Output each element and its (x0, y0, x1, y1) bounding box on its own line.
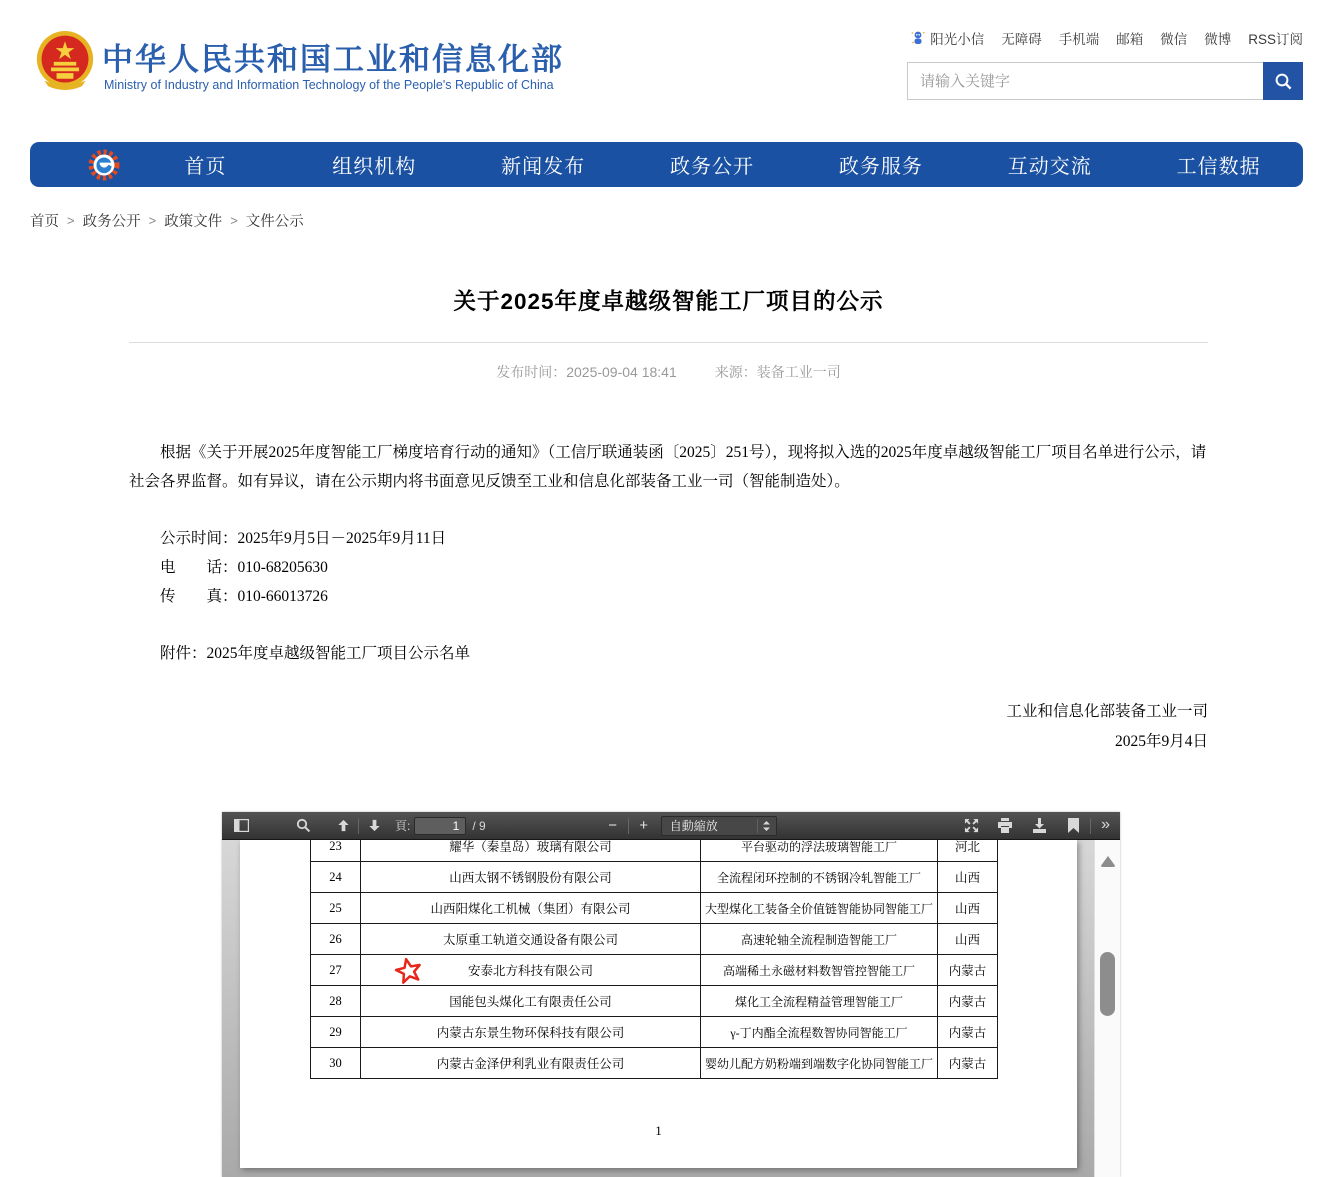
publicity-period: 公示时间：2025年9月5日－2025年9月11日 (160, 530, 447, 547)
page-number-input[interactable] (414, 817, 466, 835)
search-button[interactable] (1263, 62, 1303, 100)
zoom-in-button[interactable]: + (639, 817, 649, 834)
table-row: 28 国能包头煤化工有限责任公司 煤化工全流程精益管理智能工厂 内蒙古 (311, 986, 998, 1017)
quick-link-accessibility[interactable]: 无障碍 (1001, 32, 1042, 47)
robot-icon (910, 30, 926, 46)
article (129, 284, 1208, 757)
fullscreen-icon (964, 818, 979, 833)
sidebar-toggle-button[interactable] (230, 815, 252, 837)
pdf-page (240, 840, 1077, 1168)
source-label: 来源： (714, 364, 757, 380)
pdf-body (222, 840, 1120, 1177)
nav-item-gov-disclosure[interactable]: 政务公开 (670, 156, 754, 178)
search-icon (1274, 72, 1293, 91)
page-title: 关于2025年度卓越级智能工厂项目的公示 (453, 289, 884, 314)
pdf-viewer (222, 812, 1120, 1177)
quick-links (910, 28, 1303, 48)
signature-department: 工业和信息化部装备工业一司 (1006, 703, 1208, 720)
pdf-scrollbar[interactable] (1094, 840, 1120, 1177)
table-row: 26 太原重工轨道交通设备有限公司 高速轮轴全流程制造智能工厂 山西 (311, 924, 998, 955)
pdf-page-number: 1 (655, 1123, 662, 1138)
select-arrows-icon (762, 820, 771, 832)
quick-link-wechat[interactable]: 微信 (1160, 32, 1188, 47)
nav-item-miit-data[interactable]: 工信数据 (1176, 156, 1261, 178)
bookmark-icon (1068, 818, 1079, 833)
quick-link-rss[interactable]: RSS订阅 (1248, 32, 1303, 47)
phone-line: 电 话：010-68205630 (160, 559, 328, 576)
table-row: 23 耀华（秦皇岛）玻璃有限公司 平台驱动的浮法玻璃智能工厂 河北 (311, 840, 998, 862)
toolbar-more-button[interactable]: » (1101, 815, 1110, 833)
nav-item-organization[interactable]: 组织机构 (332, 156, 417, 178)
miit-gear-logo-icon (87, 148, 121, 182)
body-paragraph: 根据《关于开展2025年度智能工厂梯度培育行动的通知》（工信厅联通装函〔2025〕251号），现将拟入选的2025年度卓越级智能工厂项目名单进行公示，请社会各界监督。如有异议，请在公示期内将书面意见反馈至工业和信息化部装备工业一司（智能制造处）。 (129, 444, 1207, 490)
download-icon (1032, 818, 1047, 833)
publicity-table (310, 840, 998, 1079)
site-subtitle: Ministry of Industry and Information Technology of the People's Republic of China (104, 78, 554, 92)
signature-block (129, 697, 1208, 757)
table-row: 24 山西太钢不锈钢股份有限公司 全流程闭环控制的不锈钢冷轧智能工厂 山西 (311, 862, 998, 893)
article-body (129, 438, 1208, 757)
source: 装备工业一司 (756, 364, 841, 380)
scrollbar-thumb[interactable] (1100, 952, 1115, 1016)
previous-page-button[interactable] (332, 815, 354, 837)
printer-icon (997, 818, 1013, 833)
main-nav (30, 142, 1303, 187)
search-box (907, 62, 1303, 100)
table-row: 30 内蒙古金泽伊利乳业有限责任公司 婴幼儿配方奶粉端到端数字化协同智能工厂 内蒙古 (311, 1048, 998, 1079)
pdf-toolbar (222, 812, 1120, 840)
breadcrumb-separator: > (148, 213, 157, 228)
search-icon (296, 818, 311, 833)
table-row: 29 内蒙古东景生物环保科技有限公司 γ-丁内酯全流程数智协同智能工厂 内蒙古 (311, 1017, 998, 1048)
nav-item-home[interactable]: 首页 (184, 156, 227, 178)
signature-date: 2025年9月4日 (1114, 733, 1208, 750)
download-button[interactable] (1028, 815, 1050, 837)
nav-items (121, 150, 1303, 179)
zoom-select-value: 自動縮放 (669, 819, 718, 833)
breadcrumb-separator: > (230, 213, 238, 228)
page-total: / 9 (472, 818, 486, 833)
arrow-down-icon (367, 818, 382, 833)
zoom-out-button[interactable]: − (608, 817, 618, 834)
presentation-mode-button[interactable] (960, 815, 982, 837)
table-row: 25 山西阳煤化工机械（集团）有限公司 大型煤化工装备全价值链智能协同智能工厂 山西 (311, 893, 998, 924)
breadcrumb (30, 210, 304, 231)
search-input[interactable] (908, 63, 1263, 99)
arrow-up-icon (336, 818, 351, 833)
nav-item-interaction[interactable]: 互动交流 (1007, 156, 1092, 178)
quick-link-sunshine[interactable]: 阳光小信 (910, 28, 984, 48)
red-star-icon (392, 954, 424, 986)
breadcrumb-separator: > (67, 213, 75, 228)
breadcrumb-home[interactable]: 首页 (30, 214, 59, 230)
nav-item-news[interactable]: 新闻发布 (501, 156, 586, 178)
breadcrumb-policy-documents[interactable]: 政策文件 (164, 214, 223, 230)
site-header (30, 0, 1303, 133)
national-emblem-icon (35, 28, 95, 92)
page-label: 頁: (395, 819, 411, 833)
breadcrumb-gov-disclosure[interactable]: 政务公开 (82, 214, 141, 230)
find-button[interactable] (292, 815, 314, 837)
print-button[interactable] (994, 815, 1016, 837)
article-meta (129, 362, 1208, 382)
scroll-up-arrow-icon[interactable] (1100, 856, 1116, 867)
quick-link-mail[interactable]: 邮箱 (1116, 32, 1144, 47)
attachment-line[interactable]: 附件：2025年度卓越级智能工厂项目公示名单 (160, 645, 471, 662)
quick-link-weibo[interactable]: 微博 (1204, 32, 1232, 47)
publish-time: 2025-09-04 18:41 (566, 364, 677, 380)
table-row-starred: 27 安泰北方科技有限公司 高端稀土永磁材料数智管控智能工厂 内蒙古 (311, 955, 998, 986)
publish-time-label: 发布时间： (496, 364, 567, 380)
title-divider (129, 342, 1208, 343)
breadcrumb-document-publicity: 文件公示 (245, 214, 304, 230)
fax-line: 传 真：010-66013726 (160, 588, 328, 605)
site-title: 中华人民共和国工业和信息化部 (102, 42, 564, 77)
next-page-button[interactable] (363, 815, 385, 837)
bookmark-button[interactable] (1062, 815, 1084, 837)
zoom-select[interactable] (661, 816, 777, 836)
quick-link-mobile[interactable]: 手机端 (1058, 32, 1100, 47)
nav-item-gov-services[interactable]: 政务服务 (838, 156, 923, 178)
